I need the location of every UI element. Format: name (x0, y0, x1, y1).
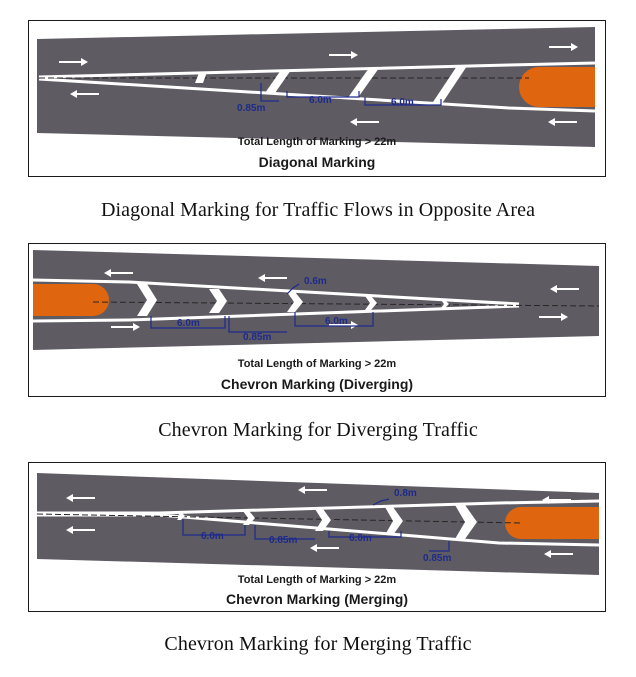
caption-diverging: Chevron Marking for Diverging Traffic (158, 419, 478, 441)
dim-label: 0.85m (269, 535, 298, 546)
dim-label: 0.6m (304, 276, 327, 287)
total-length-note: Total Length of Marking > 22m (237, 136, 397, 148)
dim-label: 6.0m (201, 531, 224, 542)
panel-title: Diagonal Marking (258, 154, 376, 170)
total-length-note: Total Length of Marking > 22m (237, 358, 397, 370)
caption-diagonal: Diagonal Marking for Traffic Flows in Opposite Area (100, 199, 536, 221)
total-length-note: Total Length of Marking > 22m (237, 574, 397, 586)
merging-marking-panel (28, 462, 606, 612)
road-surface (37, 27, 595, 147)
caption-merging: Chevron Marking for Merging Traffic (164, 633, 472, 655)
dim-label: 0.85m (243, 332, 272, 343)
dim-label: 6.0m (325, 316, 348, 327)
diverging-marking-diagram (29, 244, 607, 398)
dim-label: 6.0m (177, 318, 200, 329)
diagonal-marking-panel (28, 20, 606, 177)
dim-label: 0.85m (237, 103, 266, 114)
road-surface (33, 250, 599, 350)
panel-title: Chevron Marking (Diverging) (220, 376, 414, 392)
dim-label: 6.0m (391, 97, 414, 108)
traffic-island (33, 284, 109, 316)
dim-label: 0.85m (423, 553, 452, 564)
traffic-island (519, 67, 595, 107)
diverging-marking-panel (28, 243, 606, 397)
dim-label: 6.0m (349, 533, 372, 544)
panel-title: Chevron Marking (Merging) (225, 591, 408, 607)
dim-label: 0.8m (394, 488, 417, 499)
dim-label: 6.0m (309, 95, 332, 106)
